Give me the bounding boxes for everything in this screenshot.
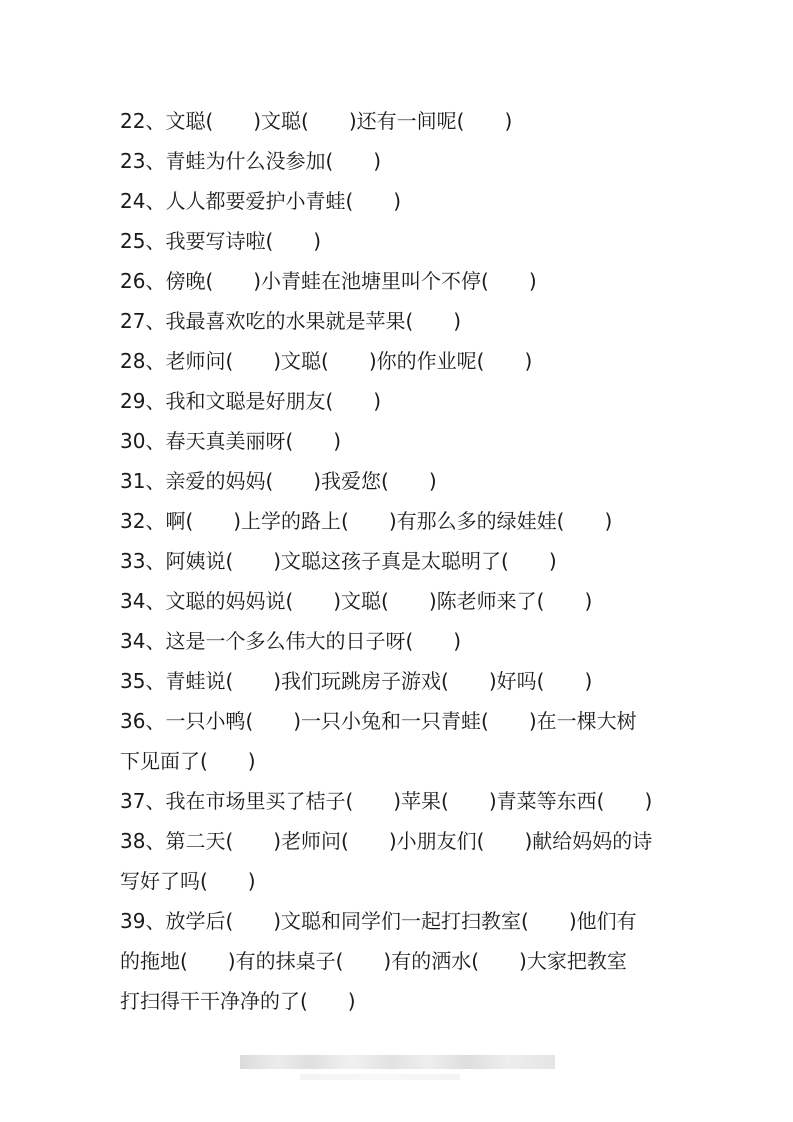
exercise-line-continued: 打扫得干干净净的了( ) <box>120 989 356 1013</box>
exercise-line: 38、第二天( )老师问( )小朋友们( )献给妈妈的诗 <box>120 829 653 853</box>
exercise-line: 39、放学后( )文聪和同学们一起打扫教室( )他们有 <box>120 909 637 933</box>
exercise-line: 35、青蛙说( )我们玩跳房子游戏( )好吗( ) <box>120 669 593 693</box>
exercise-line: 37、我在市场里买了桔子( )苹果( )青菜等东西( ) <box>120 789 653 813</box>
exercise-line: 30、春天真美丽呀( ) <box>120 429 342 453</box>
exercise-line-continued: 下见面了( ) <box>120 749 256 773</box>
exercise-line: 23、青蛙为什么没参加( ) <box>120 149 382 173</box>
exercise-line-continued: 写好了吗( ) <box>120 869 256 893</box>
exercise-line: 27、我最喜欢吃的水果就是苹果( ) <box>120 309 462 333</box>
exercise-line: 28、老师问( )文聪( )你的作业呢( ) <box>120 349 533 373</box>
exercise-line-continued: 的拖地( )有的抹桌子( )有的洒水( )大家把教室 <box>120 949 627 973</box>
exercise-line: 24、人人都要爱护小青蛙( ) <box>120 189 402 213</box>
exercise-line: 36、一只小鸭( )一只小兔和一只青蛙( )在一棵大树 <box>120 709 637 733</box>
blurred-footer-watermark <box>240 1055 555 1069</box>
blurred-footer-subline <box>300 1074 460 1080</box>
exercise-line: 25、我要写诗啦( ) <box>120 229 322 253</box>
exercise-line: 32、啊( )上学的路上( )有那么多的绿娃娃( ) <box>120 509 613 533</box>
exercise-line: 31、亲爱的妈妈( )我爱您( ) <box>120 469 437 493</box>
exercise-line: 34、文聪的妈妈说( )文聪( )陈老师来了( ) <box>120 589 593 613</box>
exercise-line: 33、阿姨说( )文聪这孩子真是太聪明了( ) <box>120 549 557 573</box>
exercise-list <box>120 101 680 1021</box>
exercise-line: 26、傍晚( )小青蛙在池塘里叫个不停( ) <box>120 269 537 293</box>
exercise-line: 34、这是一个多么伟大的日子呀( ) <box>120 629 462 653</box>
exercise-line: 29、我和文聪是好朋友( ) <box>120 389 382 413</box>
exercise-line: 22、文聪( )文聪( )还有一间呢( ) <box>120 109 513 133</box>
